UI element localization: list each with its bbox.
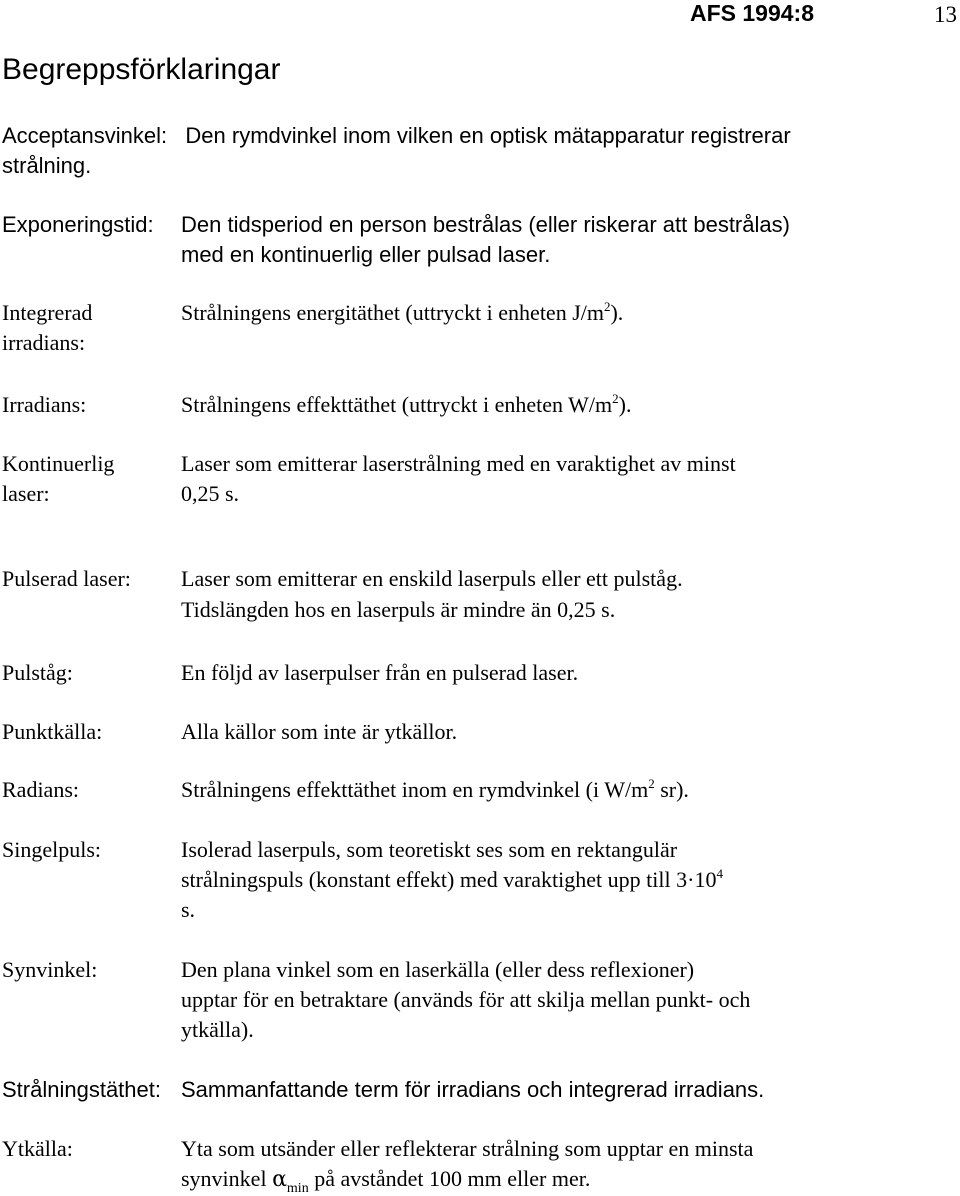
integrerad-def-end: ).: [610, 300, 624, 325]
irradians-def-exponent: 2: [612, 391, 619, 406]
alpha-symbol: α: [272, 1167, 287, 1192]
radians-def-text: Strålningens effekttäthet inom en rymdvinkel (i W/m: [181, 777, 649, 802]
radians-label: Radians:: [2, 777, 79, 802]
singelpuls-def-text: strålningspuls (konstant effekt) med varaktighet upp till 3: [181, 867, 688, 892]
radians-def-exponent: 2: [648, 776, 655, 791]
pulserad-def-line-1: Laser som emitterar en enskild laserpuls eller ett pulståg.: [181, 566, 683, 591]
integrerad-def-text: Strålningens energitäthet (uttryckt i enheten J/m: [181, 300, 604, 325]
page-number: 13: [934, 2, 957, 27]
singelpuls-def-line-1: Isolerad laserpuls, som teoretiskt ses som en rektangulär: [181, 837, 678, 862]
exponeringstid-def-line-2: med en kontinuerlig eller pulsad laser.: [181, 242, 551, 267]
ytkalla-def-text: synvinkel: [181, 1166, 273, 1191]
stralningstathet-label: Strålningstäthet:: [2, 1077, 161, 1102]
pulstag-definition: En följd av laserpulser från en pulserad laser.: [181, 660, 579, 685]
page-title: Begreppsförklaringar: [2, 53, 281, 86]
acceptansvinkel-line-2: strålning.: [2, 153, 92, 178]
irradians-definition: [181, 390, 631, 420]
multiplication-dot: ·: [687, 867, 695, 892]
singelpuls-label: Singelpuls:: [2, 837, 102, 862]
singelpuls-def-line-2: [181, 865, 723, 895]
integrerad-definition: [181, 298, 623, 328]
ytkalla-def-line-1: Yta som utsänder eller reflekterar strålning som upptar en minsta: [181, 1136, 754, 1161]
irradians-def-end: ).: [618, 392, 632, 417]
synvinkel-def-line-1: Den plana vinkel som en laserkälla (eller dess reflexioner): [181, 957, 695, 982]
acceptansvinkel-line-1: Acceptansvinkel: Den rymdvinkel inom vilken en optisk mätapparatur registrerar: [2, 123, 791, 148]
kontinuerlig-label-line-1: Kontinuerlig: [2, 451, 115, 476]
integrerad-def-exponent: 2: [603, 299, 611, 314]
irradians-label: Irradians:: [2, 392, 87, 417]
exponeringstid-def-line-1: Den tidsperiod en person bestrålas (eller riskerar att bestrålas): [181, 212, 790, 237]
integrerad-label-line-2: irradians:: [2, 330, 86, 355]
synvinkel-def-line-3: ytkälla).: [181, 1017, 254, 1042]
stralningstathet-definition: Sammanfattande term för irradians och integrerad irradians.: [181, 1077, 765, 1102]
alpha-subscript: min: [286, 1181, 309, 1196]
synvinkel-label: Synvinkel:: [2, 957, 98, 982]
pulserad-def-line-2: Tidslängden hos en laserpuls är mindre än 0,25 s.: [181, 597, 616, 622]
integrerad-label-line-1: Integrerad: [2, 300, 93, 325]
document-code: AFS 1994:8: [690, 0, 815, 26]
kontinuerlig-label-line-2: laser:: [2, 481, 50, 506]
singelpuls-def-line-3: s.: [181, 897, 196, 922]
irradians-def-text: Strålningens effekttäthet (uttryckt i enheten W/m: [181, 392, 613, 417]
punktkalla-definition: Alla källor som inte är ytkällor.: [181, 719, 458, 744]
exponeringstid-label: Exponeringstid:: [2, 212, 154, 237]
pulstag-label: Pulståg:: [2, 660, 73, 685]
punktkalla-label: Punktkälla:: [2, 719, 103, 744]
radians-def-end: sr).: [654, 777, 689, 802]
ytkalla-def-end: på avståndet 100 mm eller mer.: [308, 1166, 591, 1191]
ytkalla-def-line-2: [181, 1164, 590, 1195]
ytkalla-label: Ytkälla:: [2, 1136, 73, 1161]
pulserad-label: Pulserad laser:: [2, 566, 131, 591]
singelpuls-def-base: 10: [694, 867, 717, 892]
synvinkel-def-line-2: upptar för en betraktare (används för att skilja mellan punkt- och: [181, 987, 751, 1012]
kontinuerlig-def-line-1: Laser som emitterar laserstrålning med en varaktighet av minst: [181, 451, 736, 476]
singelpuls-def-exponent: 4: [716, 866, 723, 881]
radians-definition: [181, 775, 689, 805]
kontinuerlig-def-line-2: 0,25 s.: [181, 481, 240, 506]
